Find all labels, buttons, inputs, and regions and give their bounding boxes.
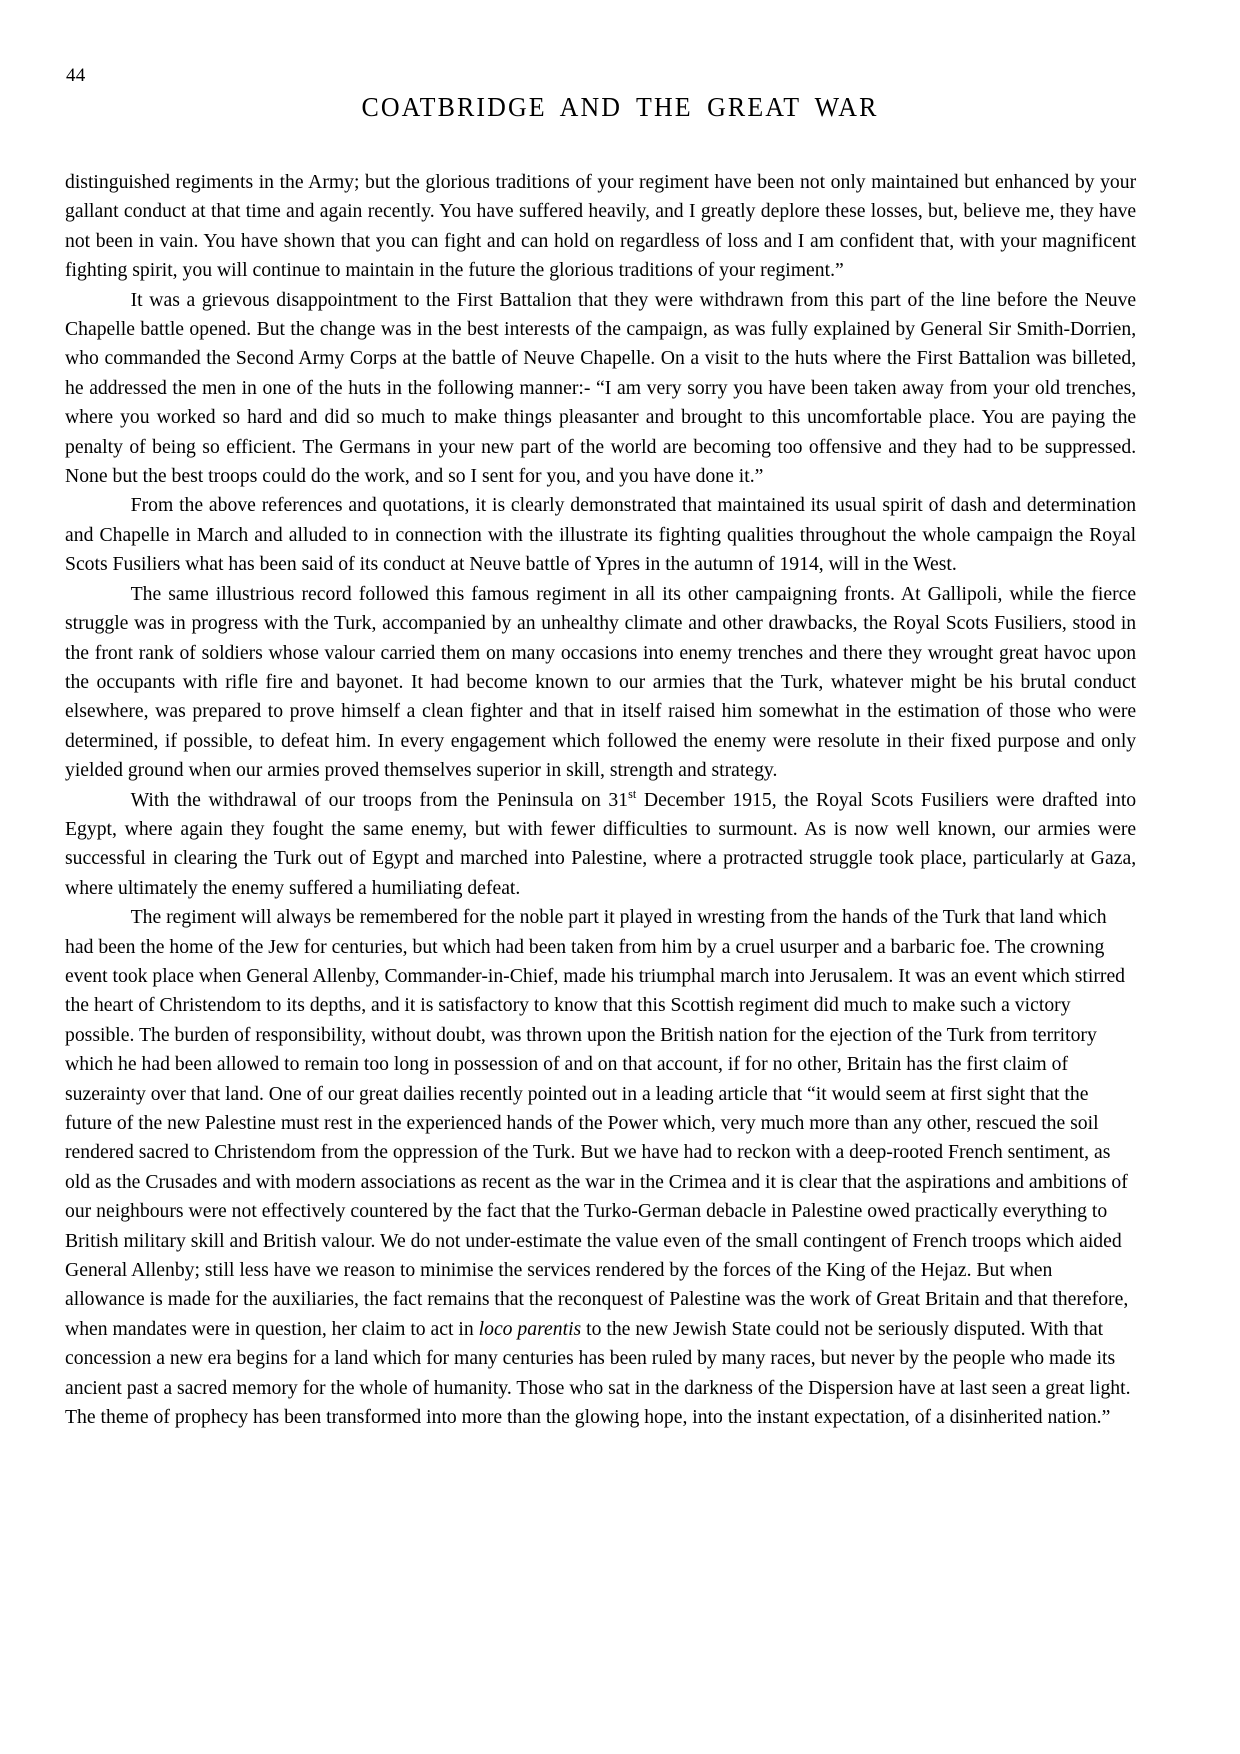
body-text-block	[65, 168, 1175, 1432]
paragraph-4: The same illustrious record followed this famous regiment in all its other campaigning fronts. At Gallipoli, while the fierce struggle was in progress with the Turk, accompanied by an unhealthy climate and other drawbacks, the Royal Scots Fusiliers, stood in the front rank of soldiers whose valour carried them on many occasions into enemy trenches and there they wrought great havoc upon the occupants with rifle fire and bayonet. It had become known to our armies that the Turk, whatever might be his brutal conduct elsewhere, was prepared to prove himself a clean fighter and that in itself raised him somewhat in the estimation of those who were determined, if possible, to defeat him. In every engagement which followed the enemy were resolute in their fixed purpose and only yielded ground when our armies proved themselves superior in skill, strength and strategy.	[65, 582, 1137, 782]
paragraph-2: It was a grievous disappointment to the First Battalion that they were withdrawn from this part of the line before the Neuve Chapelle battle opened. But the change was in the best interests of the campaign, as was fully explained by General Sir Smith-Dorrien, who commanded the Second Army Corps at the battle of Neuve Chapelle. On a visit to the huts where the First Battalion was billeted, he addressed the men in one of the huts in the following manner:- “I am very sorry you have been taken away from your old trenches, where you worked so hard and did so much to make things pleasanter and brought to this uncomfortable place. You are paying the penalty of being so efficient. The Germans in your new part of the world are becoming too offensive and they had to be suppressed. None but the best troops could do the work, and so I sent for you, and you have done it.”	[65, 288, 1137, 488]
paragraph-3: From the above references and quotations, it is clearly demonstrated that maintained its usual spirit of dash and determination and Chapelle in March and alluded to in connection with the illustrate its fighting qualities throughout the whole campaign the Royal Scots Fusiliers what has been said of its conduct at Neuve battle of Ypres in the autumn of 1914, will in the West.	[65, 494, 1137, 576]
paragraph-5: With the withdrawal of our troops from the Peninsula on 31st December 1915, the Royal Scots Fusiliers were drafted into Egypt, where again they fought the same enemy, but with fewer difficulties to surmount. As is now well known, our armies were successful in clearing the Turk out of Egypt and marched into Palestine, where a protracted struggle took place, particularly at Gaza, where ultimately the enemy suffered a humiliating defeat.	[65, 786, 1137, 899]
paragraph-6: The regiment will always be remembered for the noble part it played in wresting from the hands of the Turk that land which had been the home of the Jew for centuries, but which had been taken from him by a cruel usurper and a barbaric foe. The crowning event took place when General Allenby, Commander-in-Chief, made his triumphal march into Jerusalem. It was an event which stirred the heart of Christendom to its depths, and it is satisfactory to know that this Scottish regiment did much to make such a victory possible. The burden of responsibility, without doubt, was thrown upon the British nation for the ejection of the Turk from territory which he had been allowed to remain too long in possession of and on that account, if for no other, Britain has the first claim of suzerainty over that land. One of our great dailies recently pointed out in a leading article that “it would seem at first sight that the future of the new Palestine must rest in the experienced hands of the Power which, very much more than any other, rescued the soil rendered sacred to Christendom from the oppression of the Turk. But we have had to reckon with a deep-rooted French sentiment, as old as the Crusades and with modern associations as recent as the war in the Crimea and it is clear that the aspirations and ambitions of our neighbours were not effectively countered by the fact that the Turko-German debacle in Palestine owed practically everything to British military skill and British valour. We do not under-estimate the value even of the small contingent of French troops which aided General Allenby; still less have we reason to minimise the services rendered by the forces of the King of the Hejaz. But when allowance is made for the auxiliaries, the fact remains that the reconquest of Palestine was the work of Great Britain and that therefore, when mandates were in question, her claim to act in loco parentis to the new Jewish State could not be seriously disputed. With that concession a new era begins for a land which for many centuries has been ruled by many races, but never by the people who made its ancient past a sacred memory for the whole of humanity. Those who sat in the darkness of the Dispersion have at last seen a great light. The theme of prophecy has been transformed into more than the glowing hope, into the instant expectation, of a disinherited nation.”	[65, 906, 1131, 1429]
paragraph-1: distinguished regiments in the Army; but the glorious traditions of your regiment have been not only maintained but enhanced by your gallant conduct at that time and again recently. You have suffered heavily, and I greatly deplore these losses, but, believe me, they have not been in vain. You have shown that you can fight and can hold on regardless of loss and I am confident that, with your magnificent fighting spirit, you will continue to maintain in the future the glorious traditions of your regiment.”	[65, 171, 1137, 282]
page-number: 44	[66, 65, 86, 86]
running-head-title: COATBRIDGE AND THE GREAT WAR	[361, 92, 879, 122]
